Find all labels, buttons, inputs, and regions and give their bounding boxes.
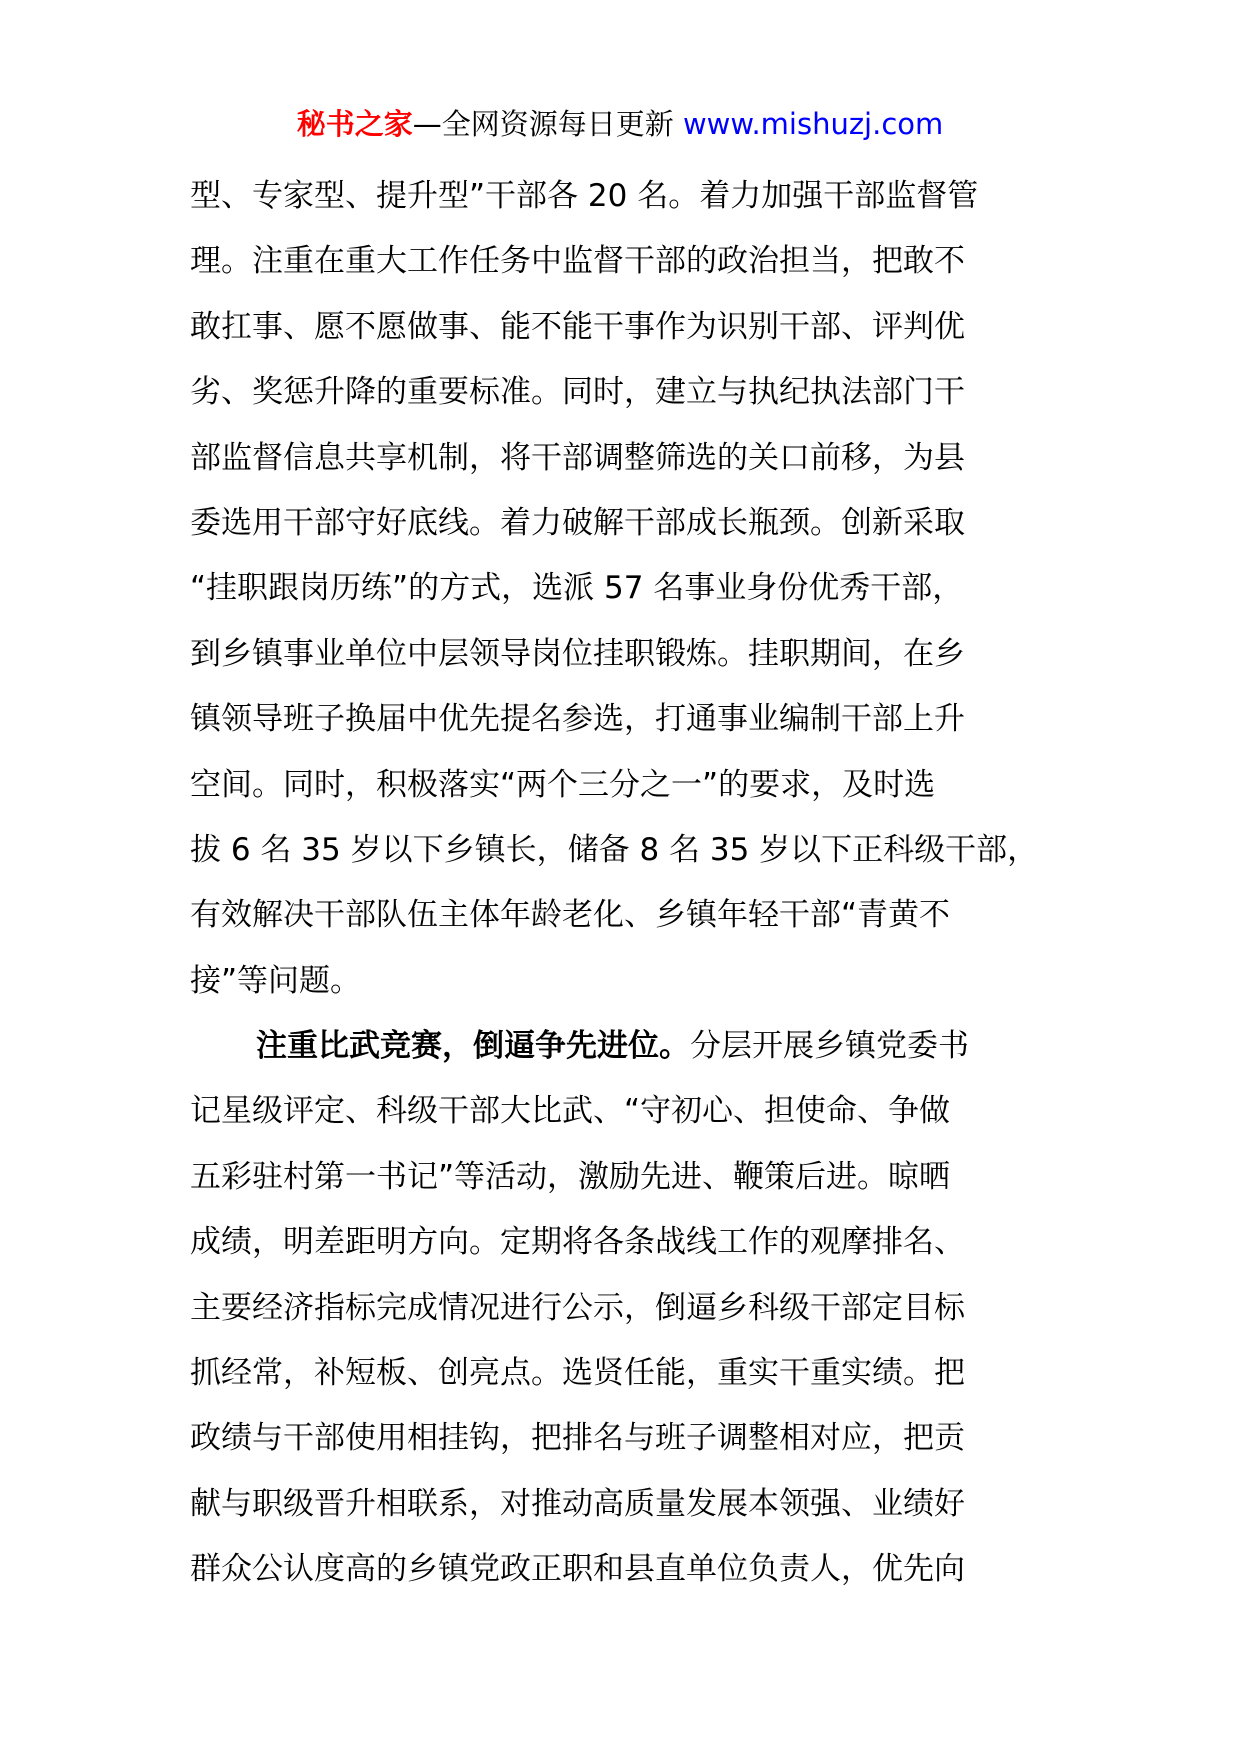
text-line: 到乡镇事业单位中层领导岗位挂职锻炼。挂职期间，在乡 — [190, 635, 965, 672]
paragraph-lead-heading: 注重比武竞赛，倒逼争先进位。 — [256, 1028, 690, 1065]
text-line: 部监督信息共享机制，将干部调整筛选的关口前移，为县 — [190, 439, 965, 476]
text-line: 接”等问题。 — [190, 962, 362, 999]
text-line: 理。注重在重大工作任务中监督干部的政治担当，把敢不 — [190, 243, 965, 280]
paragraph-first-line — [190, 1014, 1090, 1079]
text-line: 敢扛事、愿不愿做事、能不能干事作为识别干部、评判优 — [190, 308, 965, 345]
page-header — [0, 104, 1240, 144]
text-line: 劣、奖惩升降的重要标准。同时，建立与执纪执法部门干 — [190, 374, 965, 411]
text-line: 镇领导班子换届中优先提名参选，打通事业编制干部上升 — [190, 701, 965, 738]
text-line: “挂职跟岗历练”的方式，选派 57 名事业身份优秀干部， — [190, 570, 964, 607]
text-line: 有效解决干部队伍主体年龄老化、乡镇年轻干部“青黄不 — [190, 897, 951, 934]
text-line: 五彩驻村第一书记”等活动，激励先进、鞭策后进。晾晒 — [190, 1158, 951, 1195]
text-line: 主要经济指标完成情况进行公示，倒逼乡科级干部定目标 — [190, 1289, 965, 1326]
text-line: 型、专家型、提升型”干部各 20 名。着力加强干部监督管 — [190, 178, 979, 214]
text-line: 记星级评定、科级干部大比武、“守初心、担使命、争做 — [190, 1093, 951, 1130]
text-line: 成绩，明差距明方向。定期将各条战线工作的观摩排名、 — [190, 1224, 965, 1261]
document-body — [190, 164, 1090, 1603]
text-line: 政绩与干部使用相挂钩，把排名与班子调整相对应，把贡 — [190, 1420, 965, 1457]
text-line: 空间。同时，积极落实“两个三分之一”的要求，及时选 — [190, 766, 936, 803]
text-line: 群众公认度高的乡镇党政正职和县直单位负责人，优先向 — [190, 1551, 965, 1588]
paragraph-lead-rest: 分层开展乡镇党委书 — [690, 1028, 969, 1065]
text-line: 抓经常，补短板、创亮点。选贤任能，重实干重实绩。把 — [190, 1355, 965, 1392]
site-url-link[interactable]: www.mishuzj.com — [682, 107, 944, 141]
site-slogan: —全网资源每日更新 — [412, 107, 674, 141]
text-line: 委选用干部守好底线。着力破解干部成长瓶颈。创新采取 — [190, 504, 965, 541]
site-brand: 秘书之家 — [296, 107, 413, 141]
text-line: 献与职级晋升相联系，对推动高质量发展本领强、业绩好 — [190, 1485, 965, 1522]
text-line: 拔 6 名 35 岁以下乡镇长，储备 8 名 35 岁以下正科级干部， — [190, 831, 1039, 868]
